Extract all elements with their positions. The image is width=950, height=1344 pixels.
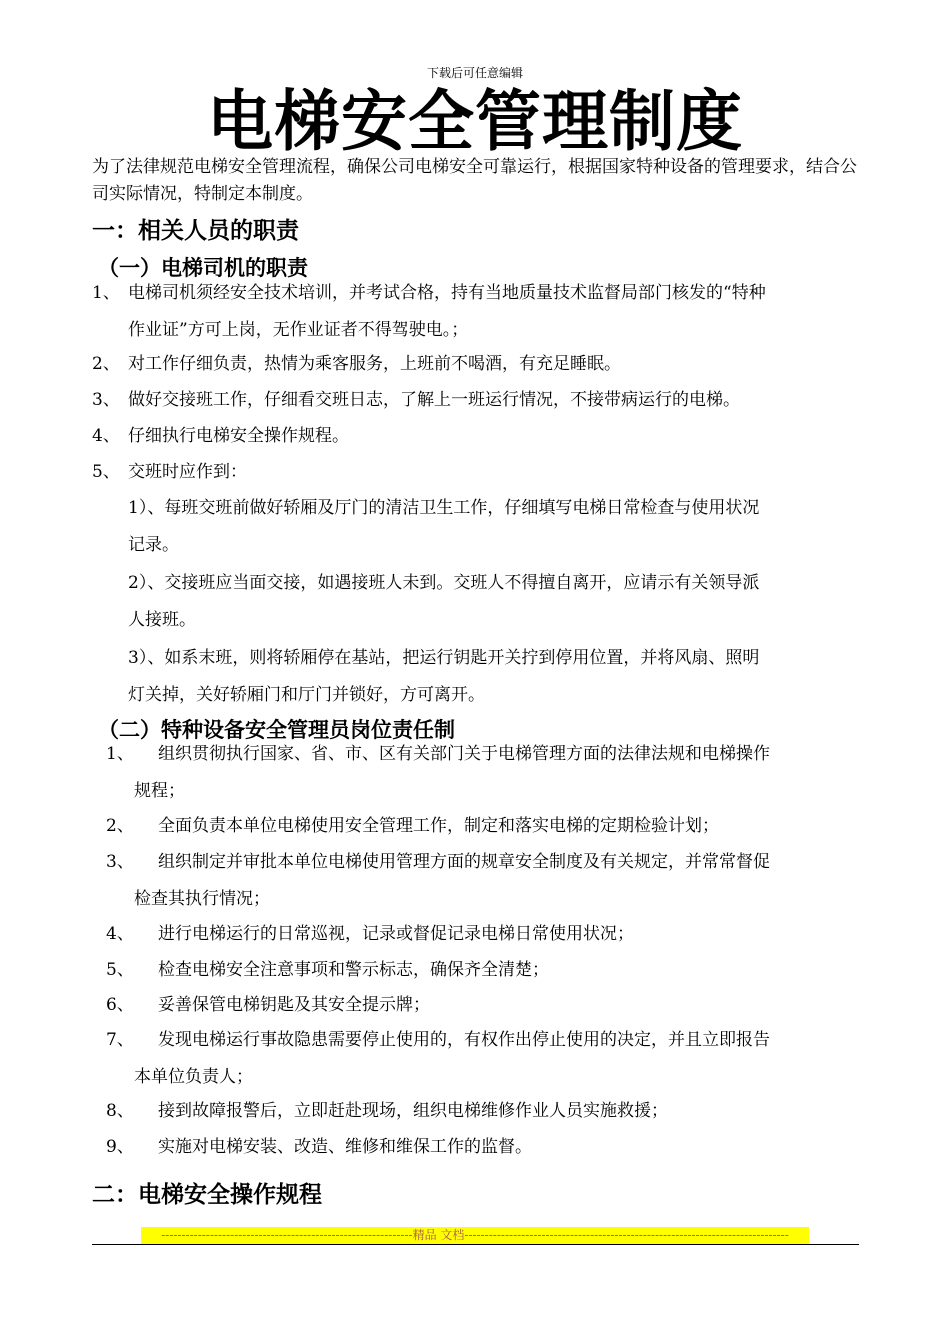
section2-heading: 二：电梯安全操作规程 <box>92 1182 322 1208</box>
list-number: 5、 <box>92 462 120 482</box>
list-number: 5、 <box>106 960 134 980</box>
list-text: 实施对电梯安装、改造、维修和维保工作的监督。 <box>158 1137 532 1157</box>
list-item <box>106 844 862 918</box>
list-number: 2、 <box>92 354 120 374</box>
sub2-heading: （二）特种设备安全管理员岗位责任制 <box>98 718 455 742</box>
list-text: 进行电梯运行的日常巡视，记录或督促记录电梯日常使用状况； <box>158 924 634 944</box>
list-number: 3、 <box>106 852 134 872</box>
list-text: 检查电梯安全注意事项和警示标志，确保齐全清楚； <box>158 960 549 980</box>
sub-list-text: 2）、交接班应当面交接，如遇接班人未到。交班人不得擅自离开，应请示有关领导派 <box>128 573 760 593</box>
intro-paragraph: 为了法律规范电梯安全管理流程，确保公司电梯安全可靠运行，根据国家特种设备的管理要求，结合公司实际情况，特制定本制度。 <box>92 157 857 204</box>
footer-rule <box>92 1244 859 1245</box>
page-title: 电梯安全管理制度 <box>207 83 743 160</box>
list-text: 做好交接班工作，仔细看交班日志，了解上一班运行情况，不接带病运行的电梯。 <box>128 390 740 410</box>
sub-list-text: 3）、如系末班，则将轿厢停在基站，把运行钥匙开关拧到停用位置，并将风扇、照明 <box>128 648 760 668</box>
list-item <box>92 382 862 419</box>
list-text: 对工作仔细负责，热情为乘客服务，上班前不喝酒，有充足睡眠。 <box>128 354 621 374</box>
sub-list-text: 1）、每班交班前做好轿厢及厅门的清洁卫生工作，仔细填写电梯日常检查与使用状况 <box>128 498 760 518</box>
list-number: 6、 <box>106 995 134 1015</box>
list-text: 电梯司机须经安全技术培训，并考试合格，持有当地质量技术监督局部门核发的“特种 <box>128 283 766 303</box>
list-item <box>92 275 862 349</box>
list-number: 1、 <box>106 744 134 764</box>
list-item <box>92 418 862 455</box>
list-item <box>106 987 862 1024</box>
list-text: 发现电梯运行事故隐患需要停止使用的，有权作出停止使用的决定，并且立即报告 <box>158 1030 770 1050</box>
list-text: 交班时应作到： <box>128 462 247 482</box>
list-text: 仔细执行电梯安全操作规程。 <box>128 426 349 446</box>
list-item <box>106 952 862 989</box>
sub-list-item <box>128 565 863 639</box>
list-number: 1、 <box>92 283 120 303</box>
list-text: 组织制定并审批本单位电梯使用管理方面的规章安全制度及有关规定，并常常督促 <box>158 852 770 872</box>
sub1-heading: （一）电梯司机的职责 <box>98 256 308 280</box>
sub-list-item <box>128 490 863 564</box>
list-text-cont: 检查其执行情况； <box>134 889 270 909</box>
list-item <box>106 916 862 953</box>
footer-banner: --------------------------------------------------------------精品 文档-------------------------------------------------------------------------------- <box>141 1227 809 1244</box>
sub-list-text-cont: 人接班。 <box>128 610 196 630</box>
sub-list-text-cont: 灯关掉，关好轿厢门和厅门并锁好，方可离开。 <box>128 685 485 705</box>
list-item <box>106 1022 862 1096</box>
list-text-cont: 本单位负责人； <box>134 1067 253 1087</box>
list-number: 8、 <box>106 1101 134 1121</box>
list-number: 9、 <box>106 1137 134 1157</box>
list-number: 4、 <box>92 426 120 446</box>
sub-list-text-cont: 记录。 <box>128 535 179 555</box>
list-number: 2、 <box>106 816 134 836</box>
section1-heading: 一：相关人员的职责 <box>92 218 299 244</box>
list-number: 3、 <box>92 390 120 410</box>
list-number: 4、 <box>106 924 134 944</box>
list-text-cont: 规程； <box>134 781 185 801</box>
list-number: 7、 <box>106 1030 134 1050</box>
list-item <box>106 1093 862 1130</box>
list-item <box>106 736 862 810</box>
list-text: 接到故障报警后，立即赶赴现场，组织电梯维修作业人员实施救援； <box>158 1101 668 1121</box>
list-text: 组织贯彻执行国家、省、市、区有关部门关于电梯管理方面的法律法规和电梯操作 <box>158 744 770 764</box>
header-note: 下载后可任意编辑 <box>426 66 523 80</box>
list-text: 全面负责本单位电梯使用安全管理工作，制定和落实电梯的定期检验计划； <box>158 816 719 836</box>
list-item <box>92 346 862 383</box>
list-item <box>92 454 862 491</box>
sub-list-item <box>128 640 863 714</box>
list-text: 妥善保管电梯钥匙及其安全提示牌； <box>158 995 430 1015</box>
list-item <box>106 808 862 845</box>
list-text-cont: 作业证”方可上岗，无作业证者不得驾驶电。； <box>128 320 469 340</box>
list-item <box>106 1129 862 1166</box>
